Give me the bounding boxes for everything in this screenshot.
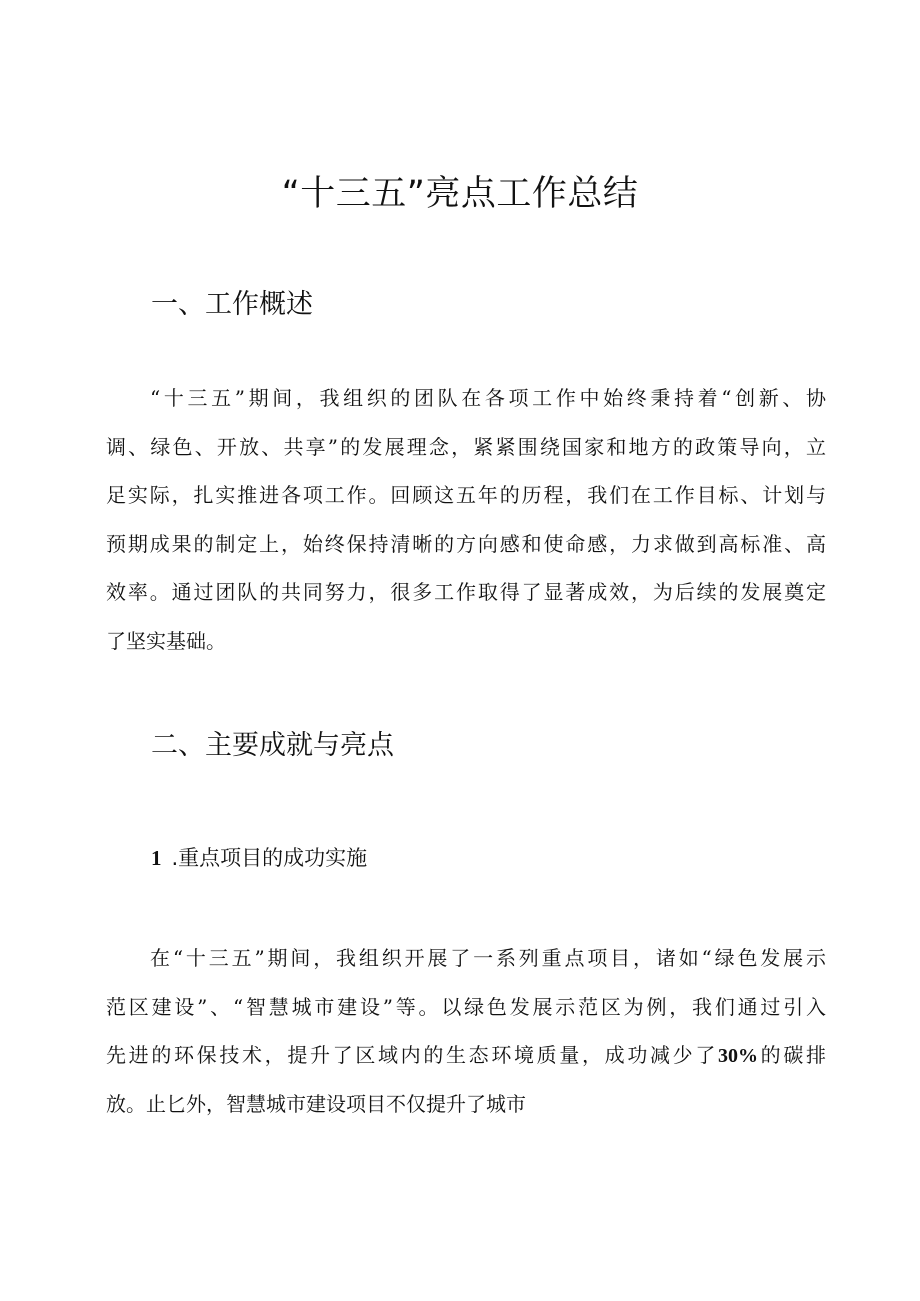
paragraph-line: 范区建设”、“智慧城市建设”等。以绿色发展示范区为例，我们通过引入 <box>106 994 826 1019</box>
key-projects-paragraph <box>106 934 826 1128</box>
paragraph-line: “十三五”期间，我组织的团队在各项工作中始终秉持着“创新、协 <box>150 386 826 410</box>
subsection-heading-key-projects <box>151 842 367 874</box>
paragraph-line: 调、绿色、开放、共享”的发展理念，紧紧围绕国家和地方的政策导向，立 <box>106 434 826 459</box>
section-heading-achievements: 二、主要成就与亮点 <box>151 730 394 761</box>
subsection-label: .重点项目的成功实施 <box>171 846 368 870</box>
line-text: 先进的环保技术，提升了区域内的生态环境质量，成功减少了 <box>106 1043 718 1068</box>
subsection-number: 1 <box>151 846 162 870</box>
paragraph-line: 放。止匕外，智慧城市建设项目不仅提升了城市 <box>106 1091 526 1116</box>
section-heading-overview: 一、工作概述 <box>151 289 313 320</box>
paragraph-line: 了坚实基础。 <box>106 628 226 653</box>
overview-paragraph <box>106 374 826 666</box>
paragraph-line: 预期成果的制定上，始终保持清晰的方向感和使命感，力求做到高标准、高 <box>106 531 826 556</box>
paragraph-line: 效率。通过团队的共同努力，很多工作取得了显著成效，为后续的发展奠定 <box>106 580 826 605</box>
paragraph-line: 在“十三五”期间，我组织开展了一系列重点项目，诸如“绿色发展示 <box>150 946 826 970</box>
carbon-reduction-percent: 30% <box>718 1045 758 1068</box>
paragraph-line: 足实际，扎实推进各项工作。回顾这五年的历程，我们在工作目标、计划与 <box>106 483 826 508</box>
line-text: 的碳排 <box>758 1043 827 1068</box>
document-title: “十三五”亮点工作总结 <box>281 174 639 214</box>
paragraph-line <box>106 1031 826 1080</box>
